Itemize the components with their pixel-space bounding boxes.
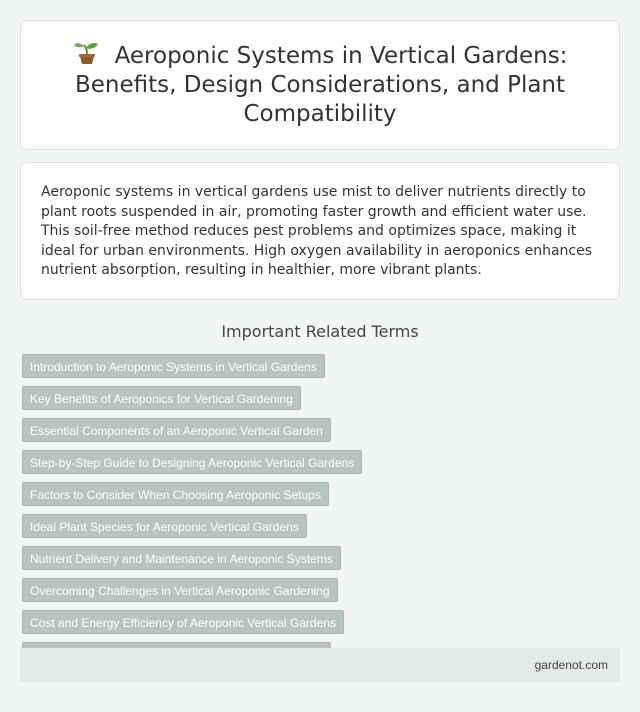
term-tag[interactable]: Overcoming Challenges in Vertical Aeroponic Gardening [22,578,338,602]
term-tag[interactable]: Key Benefits of Aeroponics for Vertical Gardening [22,386,301,410]
summary-text: Aeroponic systems in vertical gardens use mist to deliver nutrients directly to plant roots suspended in air, promoting faster growth and efficient water use. This soil-free method reduces pest problems and optimizes space, making it ideal for urban environments. High oxygen availability in aeroponics enhances nutrient absorption, resulting in healthier, more vibrant plants. [41,184,593,279]
footer-site-link[interactable]: gardenot.com [534,658,608,672]
summary-card [20,162,620,300]
term-tag[interactable]: Nutrient Delivery and Maintenance in Aeroponic Systems [22,546,341,570]
footer [20,648,620,682]
seedling-icon [73,41,101,65]
term-tag[interactable]: Introduction to Aeroponic Systems in Vertical Gardens [22,354,325,378]
term-tag[interactable]: Essential Components of an Aeroponic Vertical Garden [22,418,331,442]
term-tag[interactable]: Ideal Plant Species for Aeroponic Vertical Gardens [22,514,307,538]
term-tag[interactable]: Step-by-Step Guide to Designing Aeroponic Vertical Gardens [22,450,362,474]
title-card [20,20,620,150]
related-terms-list [20,354,620,674]
related-terms-heading: Important Related Terms [221,322,419,341]
term-tag[interactable]: Cost and Energy Efficiency of Aeroponic Vertical Gardens [22,610,344,634]
term-tag[interactable]: Factors to Consider When Choosing Aeroponic Setups [22,482,329,506]
title-text: Aeroponic Systems in Vertical Gardens: Benefits, Design Considerations, and Plant Compatibility [74,43,568,127]
page-title [61,41,579,129]
